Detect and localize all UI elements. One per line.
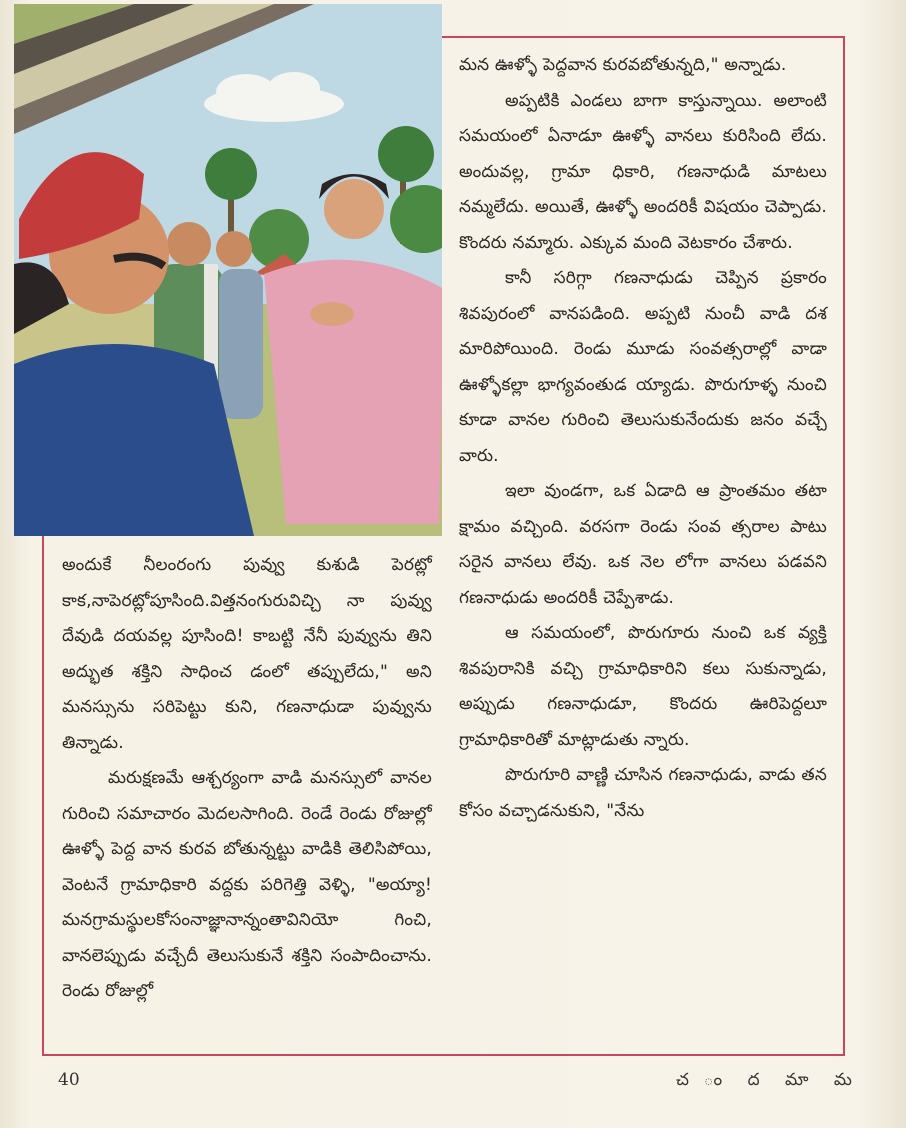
left-text-column bbox=[62, 548, 432, 1010]
page-number: 40 bbox=[58, 1070, 80, 1090]
paragraph: ఆ సమయంలో, పొరుగూరు నుంచి ఒక వ్యక్తి శివపురానికి వచ్చి గ్రామాధికారిని కలు సుకున్నాడు, అప్పుడు గణనాధుడూ, కొందరు ఊరిపెద్దలూ గ్రామాధికారితో మాట్లాడుతు న్నారు. bbox=[459, 623, 827, 750]
magazine-name: చ ం ద మా మ bbox=[676, 1070, 862, 1090]
paragraph: అప్పటికి ఎండలు బాగా కాస్తున్నాయి. అలాంటి సమయంలో ఏనాడూ ఊళ్ళో వానలు కురిసింది లేదు. అందువల్ల, గ్రామా ధికారి, గణనాధుడి మాటలు నమ్మలేదు. అయితే, ఊళ్ళో అందరికీ విషయం చెప్పాడు. కొందరు నమ్మారు. ఎక్కువ మంది వెటకారం చేశారు. bbox=[459, 90, 827, 253]
story-illustration bbox=[14, 4, 442, 536]
paragraph: పొరుగూరి వాణ్ణి చూసిన గణనాధుడు, వాడు తన కోసం వచ్చాడనుకుని, "నేను bbox=[459, 765, 827, 821]
right-text-column bbox=[459, 48, 827, 829]
paragraph: కానీ సరిగ్గా గణనాధుడు చెప్పిన ప్రకారం శివపురంలో వానపడింది. అప్పటి నుంచీ వాడి దశ మారిపోయింది. రెండు మూడు సంవత్సరాల్లో వాడా ఊళ్ళోకల్లా భాగ్యవంతుడ య్యాడు. పొరుగూళ్ళ నుంచి కూడా వానల గురించి తెలుసుకునేందుకు జనం వచ్చే వారు. bbox=[459, 268, 827, 466]
paragraph: అందుకే నీలంరంగు పువ్వు కుశుడి పెరట్లో కాక,నాపెరట్లోపూసింది.విత్తనంగురువిచ్చి నా పువ్వు దేవుడి దయవల్ల పూసింది! కాబట్టి నేనీ పువ్వును తిని అద్భుత శక్తిని సాధించ డంలో తప్పులేదు," అని మనస్సును సరిపెట్టు కుని, గణనాధుడా పువ్వును తిన్నాడు. bbox=[62, 555, 432, 753]
paragraph: ఇలా వుండగా, ఒక ఏడాది ఆ ప్రాంతమం తటా క్షామం వచ్చింది. వరసగా రెండు సంవ త్సరాల పాటు సరైన వానలు లేవు. ఒక నెల లోగా వానలు పడవని గణనాధుడు అందరికీ చెప్పేశాడు. bbox=[459, 481, 827, 608]
paragraph: మన ఊళ్ళో పెద్దవాన కురవబోతున్నది," అన్నాడు. bbox=[459, 55, 787, 75]
paragraph: మరుక్షణమే ఆశ్చర్యంగా వాడి మనస్సులో వానల గురించి సమాచారం మెదలసాగింది. రెండే రెండు రోజుల్లో ఊళ్ళో పెద్ద వాన కురవ బోతున్నట్టు వాడికి తెలిసిపోయి, వెంటనే గ్రామాధికారి వద్దకు పరిగెత్తి వెళ్ళి, "అయ్యా! మనగ్రామస్థులకోసంనాజ్ఞానాన్నంతావినియో గించి, వానలెప్పుడు వచ్చేదీ తెలుసుకునే శక్తిని సంపాదించాను. రెండు రోజుల్లో bbox=[62, 768, 432, 1001]
